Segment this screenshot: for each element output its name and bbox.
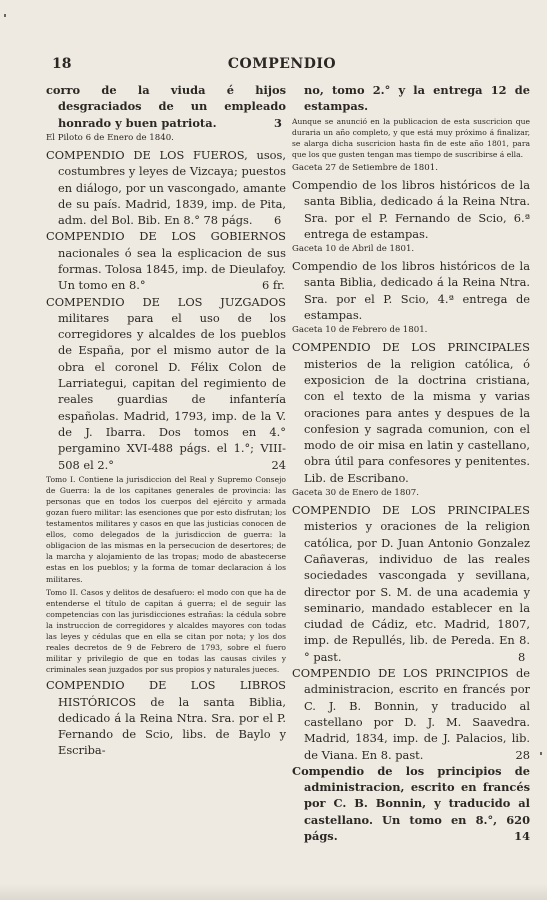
running-title: COMPENDIO	[227, 56, 337, 72]
catalog-entry	[292, 665, 530, 763]
entry-text: COMPENDIO DE LOS LIBROS HISTÓRICOS de la santa Biblia, dedicado á la Reina Ntra. Sra. por el P. Fernando de Scio, libs. de Baylo y Escriba-	[46, 678, 286, 758]
catalog-entry	[46, 294, 286, 473]
catalog-entry	[292, 763, 530, 844]
catalog-entry: COMPENDIO DE LOS PRINCIPALES misterios y oraciones de la religion católica, por D. Juan Antonio Gonzalez Cañaveras, individuo de las reales sociedades vascongada y sevillana, director por S. M. de una academia y seminario, mandado establecer en la ciudad de Cádiz, etc. Madrid, 1807, imp. de Repullés, lib. de Pereda. En 8.° past. 8	[292, 503, 530, 664]
paper-speck	[4, 14, 6, 17]
source-citation: Gaceta 27 de Setiembre de 1801.	[292, 162, 438, 173]
entry-text: corro de la viuda é hijos desgraciados de un empleado honrado y buen patriota.	[46, 83, 286, 130]
entry-note: Tomo I. Contiene la jurisdiccion del Real y Supremo Consejo de Guerra: la de los capitanes generales de provincia: las personas que en todos los cuerpos del ejército y armada gozan fuero militar: las esenciones que por esto disfrutan; los testamentos militares y casos en que las justicias conocen de ellos, como delegados de la jurisdiccion de guerra: la obligacion de las mismas en la persecucion de desertores; de la marcha y alojamiento de las tropas; modo de abastecerse estas en los pueblos; y la forma de tomar declaracion á los militares.	[46, 474, 286, 584]
entry-text: no, tomo 2.° y la entrega 12 de estampas.	[304, 83, 530, 114]
entry-text: COMPENDIO DE LOS PRINCIPIOS de administracion, escrito en francés por C. J. B. Bonnin, y traducido al castellano por D. J. M. Saavedra. Madrid, 1834, imp. de J. Palacios, lib. de Viana. En 8. past.	[292, 666, 530, 762]
entry-price: 28	[515, 747, 530, 762]
catalog-entry	[292, 258, 530, 323]
catalog-entry	[46, 228, 286, 293]
catalog-entry	[292, 82, 530, 115]
entry-text: COMPENDIO DE LOS PRINCIPALES misterios y oraciones de la religion católica, por D. Juan Antonio Gonzalez Cañaveras, individuo de las reales sociedades vascongada y sevillana, director por S. M. de una academia y seminario, mandado establecer en la ciudad de Cádiz, etc. Madrid, 1807, imp. de Repullés, lib. de Pereda. En 8.° past.	[292, 503, 530, 664]
entry-text: Compendio de los libros históricos de la santa Biblia, dedicado á la Reina Ntra. Sra. por el P. Scio, 4.ª entrega de estampas.	[292, 259, 530, 323]
page-header	[52, 56, 512, 74]
entry-price: 14	[514, 829, 530, 844]
entry-note: Tomo II. Casos y delitos de desafuero: el modo con que ha de entenderse el título de capitan á guerra; el de seguir las competencias con las jurisdicciones estrañas: la cédula sobre la instruccion de corregidores y alcaldes mayores con todas las leyes y cédulas que en ella se citan por nota; y los dos reales decretos de 9 de Febrero de 1793, sobre el fuero militar y privilegio de que en todas las causas civiles y criminales sean juzgados por sus propios y naturales jueces.	[46, 587, 286, 675]
entry-text: COMPENDIO DE LOS FUEROS, usos, costumbres y leyes de Vizcaya; puestos en diálogo, por un vascongado, amante de su país. Madrid, 1839, imp. de Pita, adm. del Bol. Bib. En 8.° 78 págs.	[46, 147, 286, 228]
entry-text: COMPENDIO DE LOS JUZGADOS militares para el uso de los corregidores y alcaldes de los pueblos de España, por el mismo autor de la obra el coronel D. Félix Colon de Larriategui, capitan del regimiento de reales guardias de infantería españolas. Madrid, 1793, imp. de la V. de J. Ibarra. Dos tomos en 4.° pergamino XVI-488 págs. el 1.°; VIII-508 el 2.°	[46, 294, 286, 472]
catalog-entry: COMPENDIO DE LOS FUEROS, usos, costumbres y leyes de Vizcaya; puestos en diálogo, por un vascongado, amante de su país. Madrid, 1839, imp. de Pita, adm. del Bol. Bib. En 8.° 78 págs. 6	[46, 147, 286, 228]
catalog-entry: corro de la viuda é hijos desgraciados de un empleado honrado y buen patriota. 3	[46, 83, 286, 130]
source-citation: Gaceta 10 de Abril de 1801.	[292, 244, 415, 255]
entry-text: COMPENDIO DE LOS PRINCIPALES misterios de la religion católica, ó exposicion de la doctrina cristiana, con el texto de la misma y varias oraciones para antes y despues de la confesion y sagrada comunion, con el modo de oir misa en latin y castellano, obra útil para confesores y penitentes. Lib. de Escribano.	[292, 340, 530, 485]
catalog-entry	[292, 177, 530, 242]
source-citation: Gaceta 10 de Febrero de 1801.	[292, 325, 428, 336]
catalog-entry	[46, 677, 286, 758]
entry-text: Compendio de los libros históricos de la santa Biblia, dedicado á la Reina Ntra. Sra. por el P. Fernando de Scio, 6.ª entrega de estampas.	[292, 177, 530, 241]
entry-price: 6 fr.	[261, 278, 285, 293]
source-citation: Gaceta 30 de Enero de 1807.	[292, 488, 420, 499]
entry-text: COMPENDIO DE LOS GOBIERNOS nacionales ó sea la esplicacion de sus formas. Tolosa 1845, imp. de Dieulafoy. Un tomo en 8.°	[46, 229, 286, 293]
source-citation: El Piloto 6 de Enero de 1840.	[46, 132, 174, 143]
page-number: 18	[52, 56, 72, 72]
entry-price: 24	[271, 457, 286, 472]
catalog-entry	[292, 339, 530, 486]
left-column	[46, 82, 286, 882]
entry-note: Aunque se anunció en la publicacion de esta suscricion que duraria un año completo, y que está muy próximo á finalizar, se alarga dicha suscricion hasta fin de este año 1801, para que los que gusten tengan mas tiempo de suscribirse á ella.	[292, 116, 530, 159]
page-bottom-edge	[0, 884, 547, 900]
entry-text: Compendio de los principios de administracion, escrito en francés por C. B. Bonnin, y traducido al castellano. Un tomo en 8.°, 620 págs.	[292, 763, 530, 844]
paper-speck	[540, 752, 542, 755]
right-column	[292, 82, 530, 882]
